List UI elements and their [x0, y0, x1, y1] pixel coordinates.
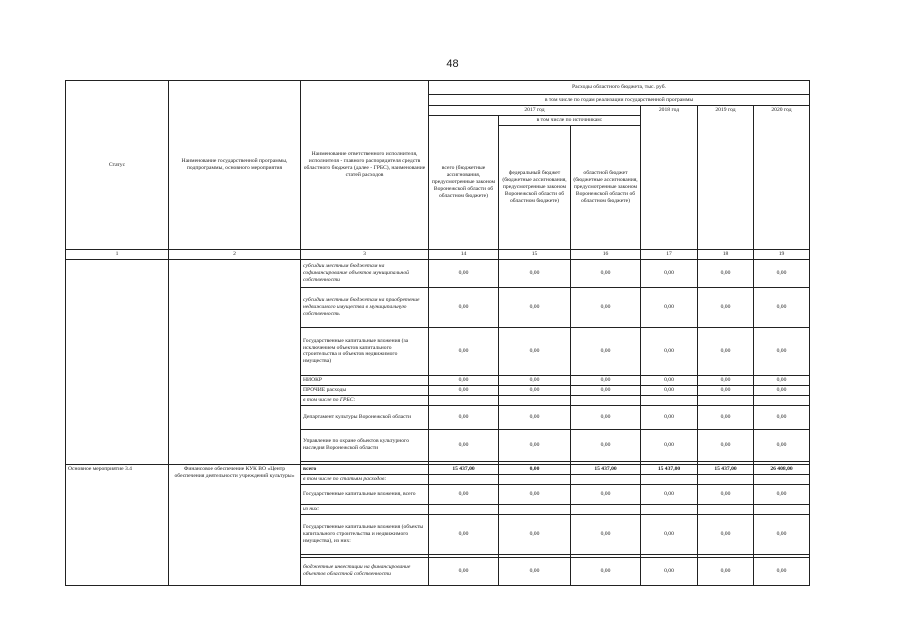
value-cell: 0,00	[698, 287, 754, 327]
by-articles-caption: в том числе по статьям расходов:	[301, 474, 429, 484]
empty-cell	[754, 504, 810, 514]
value-cell: 0,00	[499, 429, 571, 461]
value-cell: 15 437,00	[571, 464, 641, 474]
value-cell: 0,00	[641, 259, 698, 287]
value-cell: 15 437,00	[429, 464, 499, 474]
empty-cell	[641, 395, 698, 405]
value-cell: 0,00	[499, 514, 571, 554]
value-cell: 0,00	[754, 405, 810, 429]
col-num: 17	[641, 250, 698, 260]
col-num: 3	[301, 250, 429, 260]
row-label: НИОКР	[301, 375, 429, 385]
header-by-sources: в том числе по источникам:	[499, 116, 641, 126]
row-label: Департамент культуры Воронежской области	[301, 405, 429, 429]
main-event-status: Основное мероприятие 3.4	[66, 464, 169, 585]
row-label: Государственные капитальные вложения, всего	[301, 484, 429, 504]
value-cell: 0,00	[499, 287, 571, 327]
value-cell: 15 437,00	[641, 464, 698, 474]
page-number: 48	[446, 58, 459, 70]
table-row	[66, 464, 810, 474]
value-cell: 0,00	[754, 429, 810, 461]
value-cell: 0,00	[698, 385, 754, 395]
value-cell: 0,00	[698, 484, 754, 504]
empty-cell	[499, 474, 571, 484]
value-cell: 0,00	[641, 385, 698, 395]
empty-cell	[754, 395, 810, 405]
status-cell-empty	[66, 259, 169, 464]
value-cell: 0,00	[754, 557, 810, 585]
grbs-caption: в том числе по ГРБС:	[301, 395, 429, 405]
col-num: 2	[169, 250, 301, 260]
column-numbers-row	[66, 250, 810, 260]
value-cell: 0,00	[429, 259, 499, 287]
value-cell: 0,00	[641, 405, 698, 429]
value-cell: 0,00	[499, 385, 571, 395]
empty-cell	[571, 395, 641, 405]
row-label: ПРОЧИЕ расходы	[301, 385, 429, 395]
value-cell: 0,00	[754, 287, 810, 327]
table-row	[66, 259, 810, 287]
value-cell: 0,00	[571, 429, 641, 461]
row-label: Государственные капитальные вложения (объекты капитального строительства и недвижимого имущества), из них:	[301, 514, 429, 554]
empty-cell	[429, 504, 499, 514]
col-num: 14	[429, 250, 499, 260]
col-num: 1	[66, 250, 169, 260]
value-cell: 0,00	[571, 375, 641, 385]
value-cell: 0,00	[698, 557, 754, 585]
value-cell: 0,00	[499, 464, 571, 474]
value-cell: 0,00	[499, 327, 571, 375]
value-cell: 0,00	[571, 514, 641, 554]
empty-cell	[571, 474, 641, 484]
value-cell: 0,00	[641, 429, 698, 461]
row-label: бюджетные инвестиции на финансирование объектов областной собственности	[301, 557, 429, 585]
value-cell: 0,00	[429, 385, 499, 395]
value-cell: 0,00	[641, 514, 698, 554]
value-cell: 0,00	[641, 484, 698, 504]
value-cell: 0,00	[571, 287, 641, 327]
value-cell: 0,00	[499, 375, 571, 385]
row-label: субсидии местным бюджетам на софинансирование объектов муниципальной собственности	[301, 259, 429, 287]
value-cell: 0,00	[429, 375, 499, 385]
value-cell: 0,00	[499, 405, 571, 429]
value-cell: 15 437,00	[698, 464, 754, 474]
row-label: Государственные капитальные вложения (за исключением объектов капитального строительства и объектов недвижимого имущества)	[301, 327, 429, 375]
header-by-years: в том числе по годам реализации государственной программы	[429, 95, 810, 106]
value-cell: 0,00	[429, 484, 499, 504]
value-cell: 0,00	[698, 375, 754, 385]
value-cell: 0,00	[698, 327, 754, 375]
value-cell: 0,00	[571, 557, 641, 585]
header-regional-col: областной бюджет (бюджетные ассигнования, предусмотренные законом Воронежской области об областном бюджете)	[571, 126, 641, 250]
header-executor: Наименование ответственного исполнителя, исполнителя - главного распорядителя средств областного бюджета (далее - ГРБС), наименование статей расходов	[301, 81, 429, 250]
row-label: Управление по охране объектов культурного наследия Воронежской области	[301, 429, 429, 461]
value-cell: 0,00	[571, 484, 641, 504]
name-cell-empty	[169, 259, 301, 464]
empty-cell	[698, 395, 754, 405]
value-cell: 0,00	[571, 385, 641, 395]
value-cell: 0,00	[641, 557, 698, 585]
empty-cell	[641, 474, 698, 484]
value-cell: 0,00	[698, 514, 754, 554]
value-cell: 0,00	[571, 259, 641, 287]
value-cell: 0,00	[429, 557, 499, 585]
budget-table	[65, 80, 810, 586]
header-federal-col: федеральный бюджет (бюджетные ассигнования, предусмотренные законом Воронежской области об областном бюджете)	[499, 126, 571, 250]
main-event-name: Финансовое обеспечение КУК ВО «Центр обеспечения деятельности учреждений культуры»	[169, 464, 301, 585]
empty-cell	[429, 474, 499, 484]
header-total-col: всего (бюджетные ассигнования, предусмотренные законом Воронежской области об областном бюджете)	[429, 116, 499, 250]
value-cell: 0,00	[754, 514, 810, 554]
col-num: 15	[499, 250, 571, 260]
value-cell: 0,00	[754, 259, 810, 287]
empty-cell	[499, 504, 571, 514]
col-num: 18	[698, 250, 754, 260]
header-year-2020: 2020 год	[754, 106, 810, 250]
col-num: 16	[571, 250, 641, 260]
value-cell: 0,00	[698, 259, 754, 287]
value-cell: 0,00	[641, 375, 698, 385]
main-event-total-label: всего	[301, 464, 429, 474]
value-cell: 0,00	[698, 405, 754, 429]
value-cell: 0,00	[499, 484, 571, 504]
value-cell: 0,00	[429, 327, 499, 375]
empty-cell	[698, 504, 754, 514]
value-cell: 0,00	[499, 557, 571, 585]
value-cell: 0,00	[499, 259, 571, 287]
empty-cell	[641, 504, 698, 514]
value-cell: 0,00	[429, 287, 499, 327]
header-year-2018: 2018 год	[641, 106, 698, 250]
value-cell: 0,00	[754, 484, 810, 504]
value-cell: 0,00	[698, 429, 754, 461]
of-them-caption: из них:	[301, 504, 429, 514]
empty-cell	[429, 395, 499, 405]
value-cell: 0,00	[641, 287, 698, 327]
value-cell: 0,00	[754, 375, 810, 385]
header-expenses-title: Расходы областного бюджета, тыс. руб.	[429, 81, 810, 95]
empty-cell	[698, 474, 754, 484]
value-cell: 0,00	[571, 327, 641, 375]
empty-cell	[499, 395, 571, 405]
header-year-2017: 2017 год	[429, 106, 641, 116]
value-cell: 0,00	[641, 327, 698, 375]
value-cell: 0,00	[429, 514, 499, 554]
value-cell: 0,00	[754, 385, 810, 395]
header-status: Статус	[66, 81, 169, 250]
value-cell: 0,00	[429, 405, 499, 429]
header-program-name: Наименование государственной программы, подпрограммы, основного мероприятия	[169, 81, 301, 250]
header-year-2019: 2019 год	[698, 106, 754, 250]
row-label: субсидии местным бюджетам на приобретение недвижимого имущества в муниципальную собственность	[301, 287, 429, 327]
value-cell: 0,00	[571, 405, 641, 429]
value-cell: 26 408,00	[754, 464, 810, 474]
col-num: 19	[754, 250, 810, 260]
empty-cell	[571, 504, 641, 514]
empty-cell	[754, 474, 810, 484]
value-cell: 0,00	[429, 429, 499, 461]
value-cell: 0,00	[754, 327, 810, 375]
